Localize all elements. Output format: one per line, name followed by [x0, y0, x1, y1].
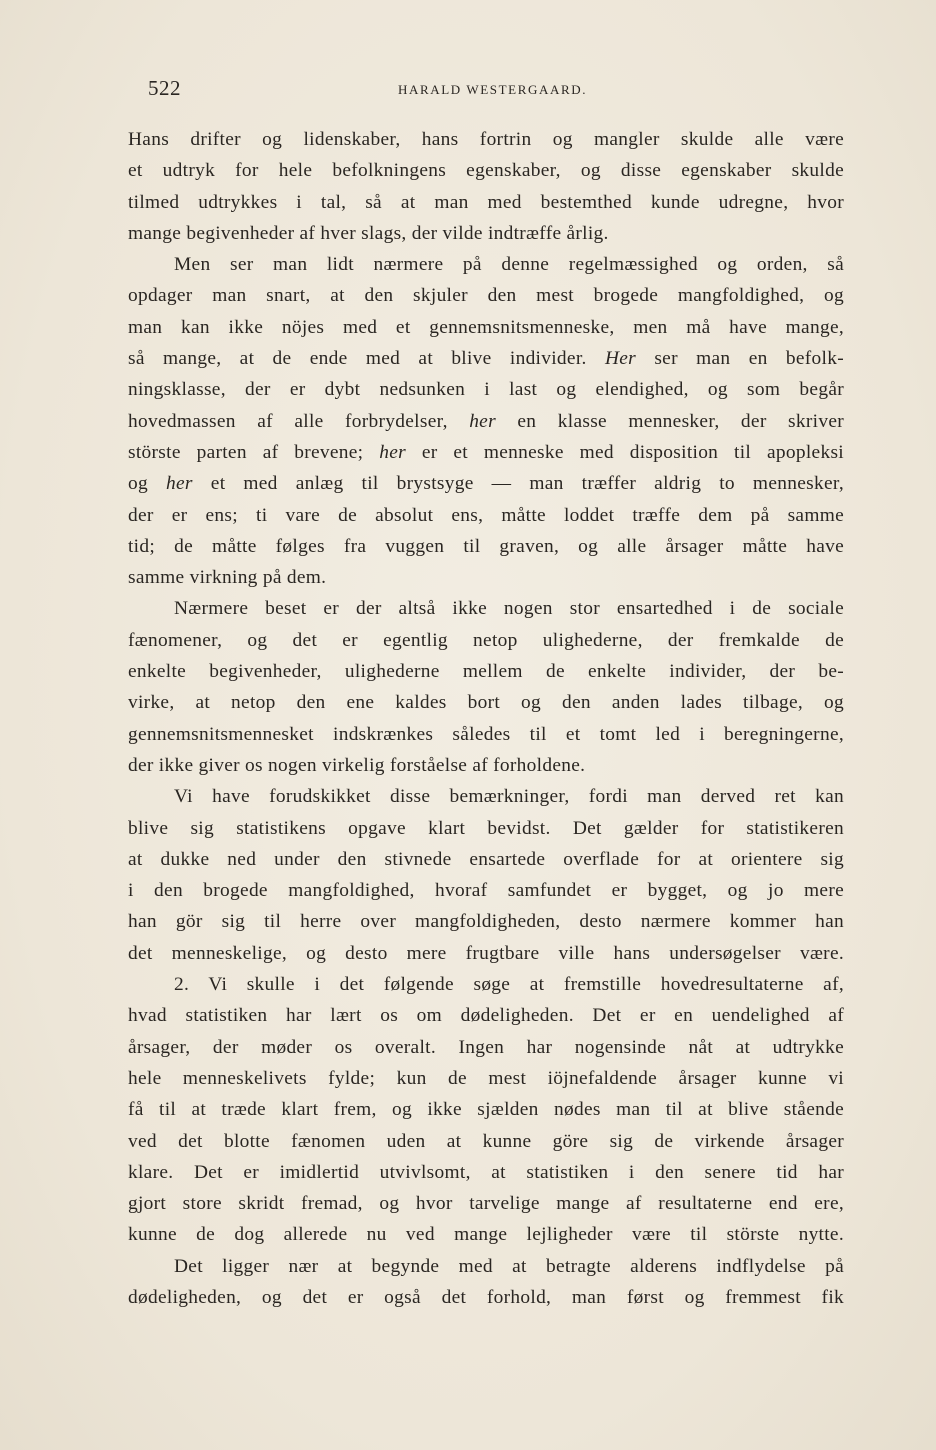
text-line: [128, 218, 844, 249]
text-line: [128, 875, 844, 906]
text-run: der er ens; ti vare de absolut ens, måtte loddet træffe dem på samme: [128, 504, 844, 526]
text-line: [128, 625, 844, 656]
text-line: [128, 437, 844, 468]
text-line: [128, 938, 844, 969]
text-line: [128, 124, 844, 155]
text-run: hele menneskelivets fylde; kun de mest iöjnefaldende årsager kunne vi: [128, 1067, 844, 1089]
text-line: [128, 1251, 844, 1282]
text-line: [128, 1188, 844, 1219]
text-run: gjort store skridt fremad, og hvor tarvelige mange af resultaterne end ere,: [128, 1193, 844, 1215]
text-run: hovedmassen af alle forbrydelser,: [128, 410, 470, 432]
text-run: hvad statistiken har lært os om dødeligheden. Det er en uendelighed af: [128, 1005, 844, 1027]
text-run: virke, at netop den ene kaldes bort og den anden lades tilbage, og: [128, 692, 844, 714]
text-run: blive sig statistikens opgave klart bevidst. Det gælder for statistikeren: [128, 817, 844, 839]
text-run: 2. Vi skulle i det følgende søge at fremstille hovedresultaterne af,: [174, 974, 844, 996]
text-line: [128, 750, 844, 781]
text-run: Hans drifter og lidenskaber, hans fortrin og mangler skulde alle være: [128, 129, 844, 150]
text-run: ningsklasse, der er dybt nedsunken i last og elendighed, og som begår: [128, 379, 844, 401]
text-run: det menneskelige, og desto mere frugtbare ville hans undersøgelser være.: [128, 942, 844, 964]
text-run: fænomener, og det er egentlig netop ulighederne, der fremkalde de: [128, 629, 844, 651]
text-line: [128, 1282, 844, 1313]
text-run: Nærmere beset er der altså ikke nogen stor ensartedhed i de sociale: [174, 598, 844, 620]
text-run: samme virkning på dem.: [128, 567, 327, 589]
text-run: Det ligger nær at begynde med at betragte alderens indflydelse på: [174, 1255, 844, 1277]
text-line: [128, 562, 844, 593]
text-run: dødeligheden, og det er også det forhold, man først og fremmest fik: [128, 1286, 844, 1308]
text-line: [128, 374, 844, 405]
body-text: [128, 124, 844, 1313]
text-line: [128, 500, 844, 531]
text-run: i den brogede mangfoldighed, hvoraf samfundet er bygget, og jo mere: [128, 880, 844, 902]
text-run: der ikke giver os nogen virkelig forståelse af forholdene.: [128, 754, 586, 776]
text-line: [128, 531, 844, 562]
text-line: [128, 656, 844, 687]
text-run: Vi have forudskikket disse bemærkninger, fordi man derved ret kan: [174, 786, 844, 808]
text-run: opdager man snart, at den skjuler den mest brogede mangfoldighed, og: [128, 285, 844, 307]
running-head: HARALD WESTERGAARD.: [398, 82, 588, 97]
text-run: årsager, der møder os overalt. Ingen har nogensinde nåt at udtrykke: [128, 1036, 844, 1058]
text-line: [128, 719, 844, 750]
text-run: en klasse mennesker, der skriver: [495, 410, 844, 432]
page-header: [148, 76, 848, 106]
text-run: er et menneske med disposition til apopleksi: [405, 441, 844, 463]
text-run: kunne de dog allerede nu ved mange lejligheder være til störste nytte.: [128, 1224, 844, 1246]
text-run: man kan ikke nöjes med et gennemsnitsmenneske, men må have mange,: [128, 316, 844, 338]
text-line: [128, 343, 844, 374]
text-run: ved det blotte fænomen uden at kunne göre sig de virkende årsager: [128, 1130, 844, 1152]
text-run: mange begivenheder af hver slags, der vilde indtræffe årlig.: [128, 222, 609, 244]
text-line: [128, 687, 844, 718]
italic-text: her: [469, 410, 496, 432]
text-line: [128, 906, 844, 937]
text-run: gennemsnitsmennesket indskrænkes således til et tomt led i beregningerne,: [128, 723, 844, 745]
text-run: at dukke ned under den stivnede ensartede overflade for at orientere sig: [128, 848, 844, 870]
text-line: [128, 468, 844, 499]
text-line: [128, 280, 844, 311]
page-number: 522: [148, 76, 181, 100]
text-line: [128, 844, 844, 875]
text-line: [128, 249, 844, 280]
text-run: Men ser man lidt nærmere på denne regelmæssighed og orden, så: [174, 254, 844, 276]
text-run: han gör sig til herre over mangfoldigheden, desto nærmere kommer han: [128, 911, 844, 933]
text-run: få til at træde klart frem, og ikke sjælden nødes man til at blive stående: [128, 1099, 844, 1121]
text-run: klare. Det er imidlertid utvivlsomt, at statistiken i den senere tid har: [128, 1161, 844, 1183]
text-run: tid; de måtte følges fra vuggen til graven, og alle årsager måtte have: [128, 535, 844, 557]
text-run: störste parten af brevene;: [128, 441, 380, 463]
text-run: enkelte begivenheder, ulighederne mellem de enkelte individer, der be-: [128, 661, 844, 683]
text-line: [128, 1219, 844, 1250]
text-line: [128, 1094, 844, 1125]
text-line: [128, 593, 844, 624]
text-line: [128, 1063, 844, 1094]
italic-text: Her: [604, 348, 637, 370]
text-line: [128, 1000, 844, 1031]
text-line: [128, 1126, 844, 1157]
text-line: [128, 969, 844, 1000]
text-run: så mange, at de ende med at blive individer.: [128, 348, 605, 370]
italic-text: her: [166, 473, 193, 495]
text-line: [128, 1157, 844, 1188]
text-line: [128, 813, 844, 844]
italic-text: her: [379, 441, 406, 463]
text-run: et med anlæg til brystsyge — man træffer aldrig to mennesker,: [192, 473, 844, 495]
text-line: [128, 1032, 844, 1063]
text-run: et udtryk for hele befolkningens egenskaber, og disse egenskaber skulde: [128, 160, 844, 182]
text-line: [128, 406, 844, 437]
text-run: og: [128, 473, 167, 495]
text-run: tilmed udtrykkes i tal, så at man med bestemthed kunde udregne, hvor: [128, 191, 844, 213]
text-line: [128, 312, 844, 343]
text-run: ser man en befolk-: [636, 348, 844, 370]
text-line: [128, 781, 844, 812]
text-line: [128, 155, 844, 186]
text-line: [128, 187, 844, 218]
